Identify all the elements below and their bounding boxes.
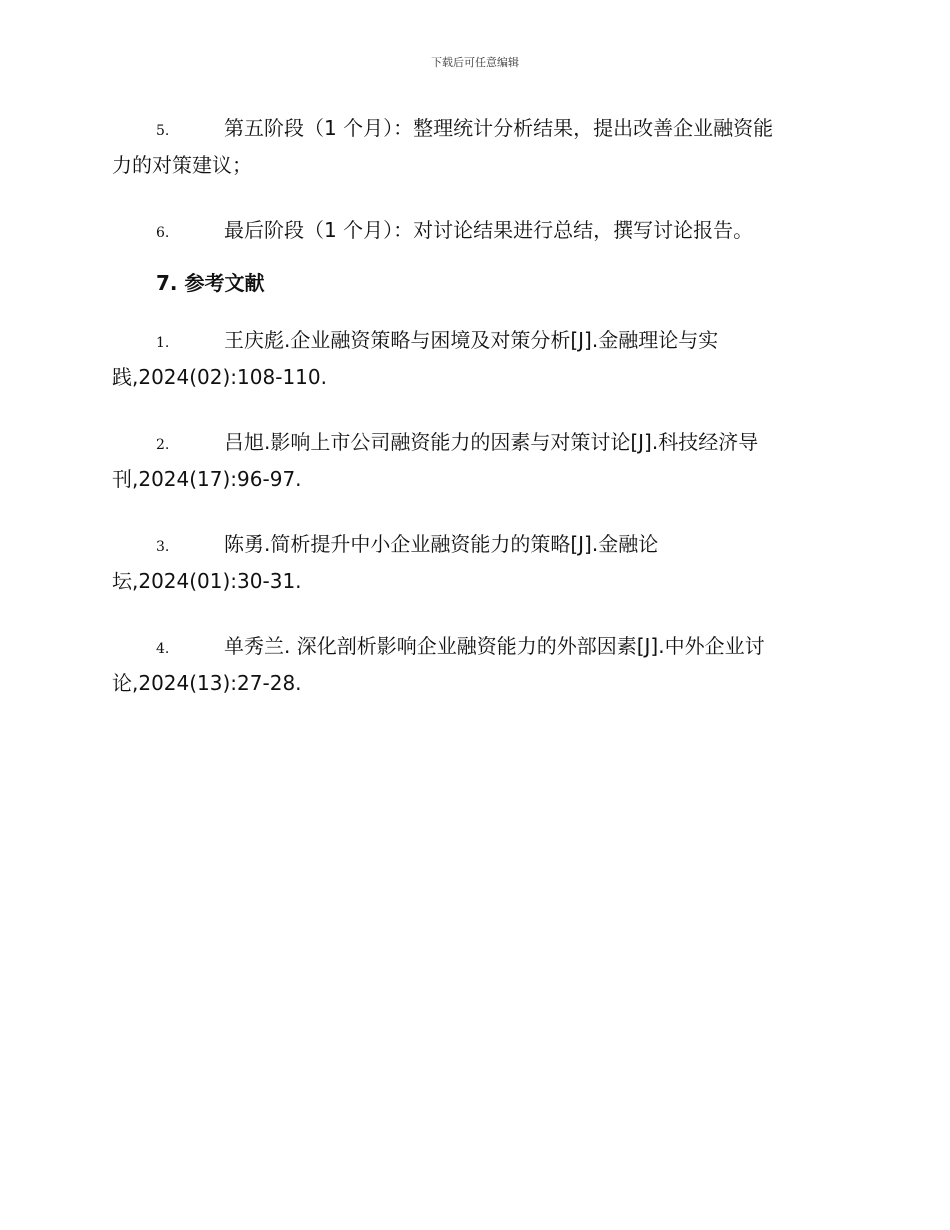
list-text: 最后阶段（1 个月）：对讨论结果进行总结，撰写讨论报告。 <box>224 218 754 242</box>
list-number: 1. <box>156 335 170 351</box>
list-number: 3. <box>156 539 170 555</box>
reference-item <box>112 424 838 498</box>
list-number: 6. <box>156 225 170 241</box>
reference-text-continuation: 坛,2024(01):30-31. <box>112 569 302 593</box>
document-body <box>112 110 838 730</box>
reference-item <box>112 628 838 702</box>
section-heading-references: 7. 参考文献 <box>156 271 265 295</box>
list-number: 2. <box>156 437 170 453</box>
reference-text-continuation: 刊,2024(17):96-97. <box>112 467 302 491</box>
reference-item <box>112 526 838 600</box>
schedule-item <box>112 212 838 249</box>
page-header: 下载后可任意编辑 <box>431 56 519 69</box>
reference-text: 吕旭.影响上市公司融资能力的因素与对策讨论[J].科技经济导 <box>224 430 759 454</box>
reference-text: 王庆彪.企业融资策略与困境及对策分析[J].金融理论与实 <box>224 328 719 352</box>
reference-text: 单秀兰. 深化剖析影响企业融资能力的外部因素[J].中外企业讨 <box>224 634 765 658</box>
reference-text-continuation: 践,2024(02):108-110. <box>112 365 327 389</box>
list-text: 第五阶段（1 个月）：整理统计分析结果，提出改善企业融资能 <box>224 116 774 140</box>
list-number: 5. <box>156 123 170 139</box>
reference-text: 陈勇.简析提升中小企业融资能力的策略[J].金融论 <box>224 532 659 556</box>
reference-text-continuation: 论,2024(13):27-28. <box>112 671 302 695</box>
list-text-continuation: 力的对策建议； <box>112 153 252 177</box>
list-number: 4. <box>156 641 170 657</box>
reference-item <box>112 322 838 396</box>
schedule-item <box>112 110 838 184</box>
